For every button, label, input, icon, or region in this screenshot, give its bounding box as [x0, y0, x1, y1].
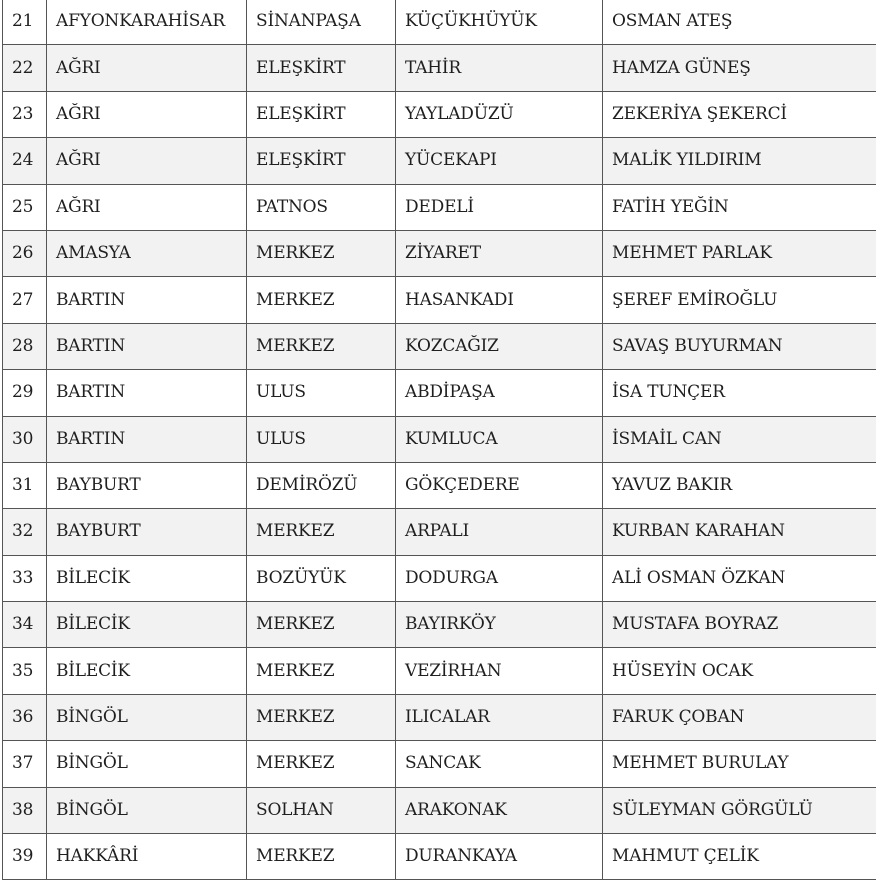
- table-row: [3, 787, 876, 833]
- row-number: 26: [3, 230, 47, 276]
- province-cell: BİLECİK: [47, 648, 247, 694]
- village-cell: GÖKÇEDERE: [396, 462, 603, 508]
- table-row: [3, 45, 876, 91]
- row-number: 24: [3, 138, 47, 184]
- table-row: [3, 694, 876, 740]
- province-cell: AĞRI: [47, 184, 247, 230]
- district-cell: MERKEZ: [247, 834, 396, 880]
- headman-cell: MALİK YILDIRIM: [603, 138, 876, 184]
- headman-cell: YAVUZ BAKIR: [603, 462, 876, 508]
- row-number: 33: [3, 555, 47, 601]
- province-cell: BARTIN: [47, 416, 247, 462]
- district-cell: MERKEZ: [247, 741, 396, 787]
- province-cell: BİNGÖL: [47, 741, 247, 787]
- province-cell: BİNGÖL: [47, 694, 247, 740]
- table-row: [3, 138, 876, 184]
- row-number: 39: [3, 834, 47, 880]
- province-cell: BİLECİK: [47, 602, 247, 648]
- table-row: [3, 741, 876, 787]
- table-row: [3, 834, 876, 880]
- village-cell: KUMLUCA: [396, 416, 603, 462]
- table-row: [3, 509, 876, 555]
- province-cell: BİLECİK: [47, 555, 247, 601]
- district-cell: SİNANPAŞA: [247, 0, 396, 45]
- district-cell: ELEŞKİRT: [247, 91, 396, 137]
- headman-cell: ŞEREF EMİROĞLU: [603, 277, 876, 323]
- headman-cell: ALİ OSMAN ÖZKAN: [603, 555, 876, 601]
- headman-cell: SAVAŞ BUYURMAN: [603, 323, 876, 369]
- village-cell: SANCAK: [396, 741, 603, 787]
- district-cell: MERKEZ: [247, 277, 396, 323]
- row-number: 34: [3, 602, 47, 648]
- table-row: [3, 648, 876, 694]
- row-number: 37: [3, 741, 47, 787]
- province-cell: BARTIN: [47, 277, 247, 323]
- province-cell: AĞRI: [47, 138, 247, 184]
- muhtar-list-table: [2, 0, 876, 880]
- row-number: 31: [3, 462, 47, 508]
- district-cell: ELEŞKİRT: [247, 45, 396, 91]
- table-row: [3, 91, 876, 137]
- headman-cell: MEHMET PARLAK: [603, 230, 876, 276]
- table-row: [3, 462, 876, 508]
- district-cell: MERKEZ: [247, 230, 396, 276]
- row-number: 25: [3, 184, 47, 230]
- village-cell: ABDİPAŞA: [396, 370, 603, 416]
- district-cell: PATNOS: [247, 184, 396, 230]
- headman-cell: İSMAİL CAN: [603, 416, 876, 462]
- village-cell: YAYLADÜZÜ: [396, 91, 603, 137]
- table-row: [3, 416, 876, 462]
- row-number: 32: [3, 509, 47, 555]
- district-cell: MERKEZ: [247, 509, 396, 555]
- province-cell: BİNGÖL: [47, 787, 247, 833]
- district-cell: BOZÜYÜK: [247, 555, 396, 601]
- table-row: [3, 602, 876, 648]
- district-cell: ELEŞKİRT: [247, 138, 396, 184]
- headman-cell: HÜSEYİN OCAK: [603, 648, 876, 694]
- row-number: 30: [3, 416, 47, 462]
- district-cell: MERKEZ: [247, 323, 396, 369]
- table-row: [3, 230, 876, 276]
- table-row: [3, 555, 876, 601]
- province-cell: AMASYA: [47, 230, 247, 276]
- village-cell: KÜÇÜKHÜYÜK: [396, 0, 603, 45]
- district-cell: ULUS: [247, 416, 396, 462]
- table-row: [3, 0, 876, 45]
- headman-cell: SÜLEYMAN GÖRGÜLÜ: [603, 787, 876, 833]
- village-cell: DODURGA: [396, 555, 603, 601]
- province-cell: AĞRI: [47, 45, 247, 91]
- village-cell: ILICALAR: [396, 694, 603, 740]
- headman-cell: ZEKERİYA ŞEKERCİ: [603, 91, 876, 137]
- province-cell: HAKKÂRİ: [47, 834, 247, 880]
- village-cell: KOZCAĞIZ: [396, 323, 603, 369]
- headman-cell: KURBAN KARAHAN: [603, 509, 876, 555]
- row-number: 36: [3, 694, 47, 740]
- province-cell: BARTIN: [47, 370, 247, 416]
- table-row: [3, 184, 876, 230]
- district-cell: DEMİRÖZÜ: [247, 462, 396, 508]
- district-cell: MERKEZ: [247, 648, 396, 694]
- row-number: 23: [3, 91, 47, 137]
- table-row: [3, 323, 876, 369]
- table-body: [3, 0, 876, 880]
- row-number: 38: [3, 787, 47, 833]
- row-number: 28: [3, 323, 47, 369]
- row-number: 22: [3, 45, 47, 91]
- headman-cell: İSA TUNÇER: [603, 370, 876, 416]
- row-number: 27: [3, 277, 47, 323]
- headman-cell: HAMZA GÜNEŞ: [603, 45, 876, 91]
- village-cell: BAYIRKÖY: [396, 602, 603, 648]
- village-cell: DEDELİ: [396, 184, 603, 230]
- district-cell: MERKEZ: [247, 602, 396, 648]
- village-cell: ARPALI: [396, 509, 603, 555]
- headman-cell: MUSTAFA BOYRAZ: [603, 602, 876, 648]
- village-cell: DURANKAYA: [396, 834, 603, 880]
- district-cell: ULUS: [247, 370, 396, 416]
- village-cell: ARAKONAK: [396, 787, 603, 833]
- province-cell: AĞRI: [47, 91, 247, 137]
- headman-cell: OSMAN ATEŞ: [603, 0, 876, 45]
- headman-cell: MEHMET BURULAY: [603, 741, 876, 787]
- village-cell: ZİYARET: [396, 230, 603, 276]
- table-row: [3, 370, 876, 416]
- district-cell: SOLHAN: [247, 787, 396, 833]
- village-cell: TAHİR: [396, 45, 603, 91]
- village-cell: YÜCEKAPI: [396, 138, 603, 184]
- province-cell: AFYONKARAHİSAR: [47, 0, 247, 45]
- headman-cell: FATİH YEĞİN: [603, 184, 876, 230]
- village-cell: HASANKADI: [396, 277, 603, 323]
- headman-cell: MAHMUT ÇELİK: [603, 834, 876, 880]
- province-cell: BAYBURT: [47, 462, 247, 508]
- province-cell: BARTIN: [47, 323, 247, 369]
- village-cell: VEZİRHAN: [396, 648, 603, 694]
- table-row: [3, 277, 876, 323]
- row-number: 35: [3, 648, 47, 694]
- headman-cell: FARUK ÇOBAN: [603, 694, 876, 740]
- row-number: 21: [3, 0, 47, 45]
- district-cell: MERKEZ: [247, 694, 396, 740]
- row-number: 29: [3, 370, 47, 416]
- province-cell: BAYBURT: [47, 509, 247, 555]
